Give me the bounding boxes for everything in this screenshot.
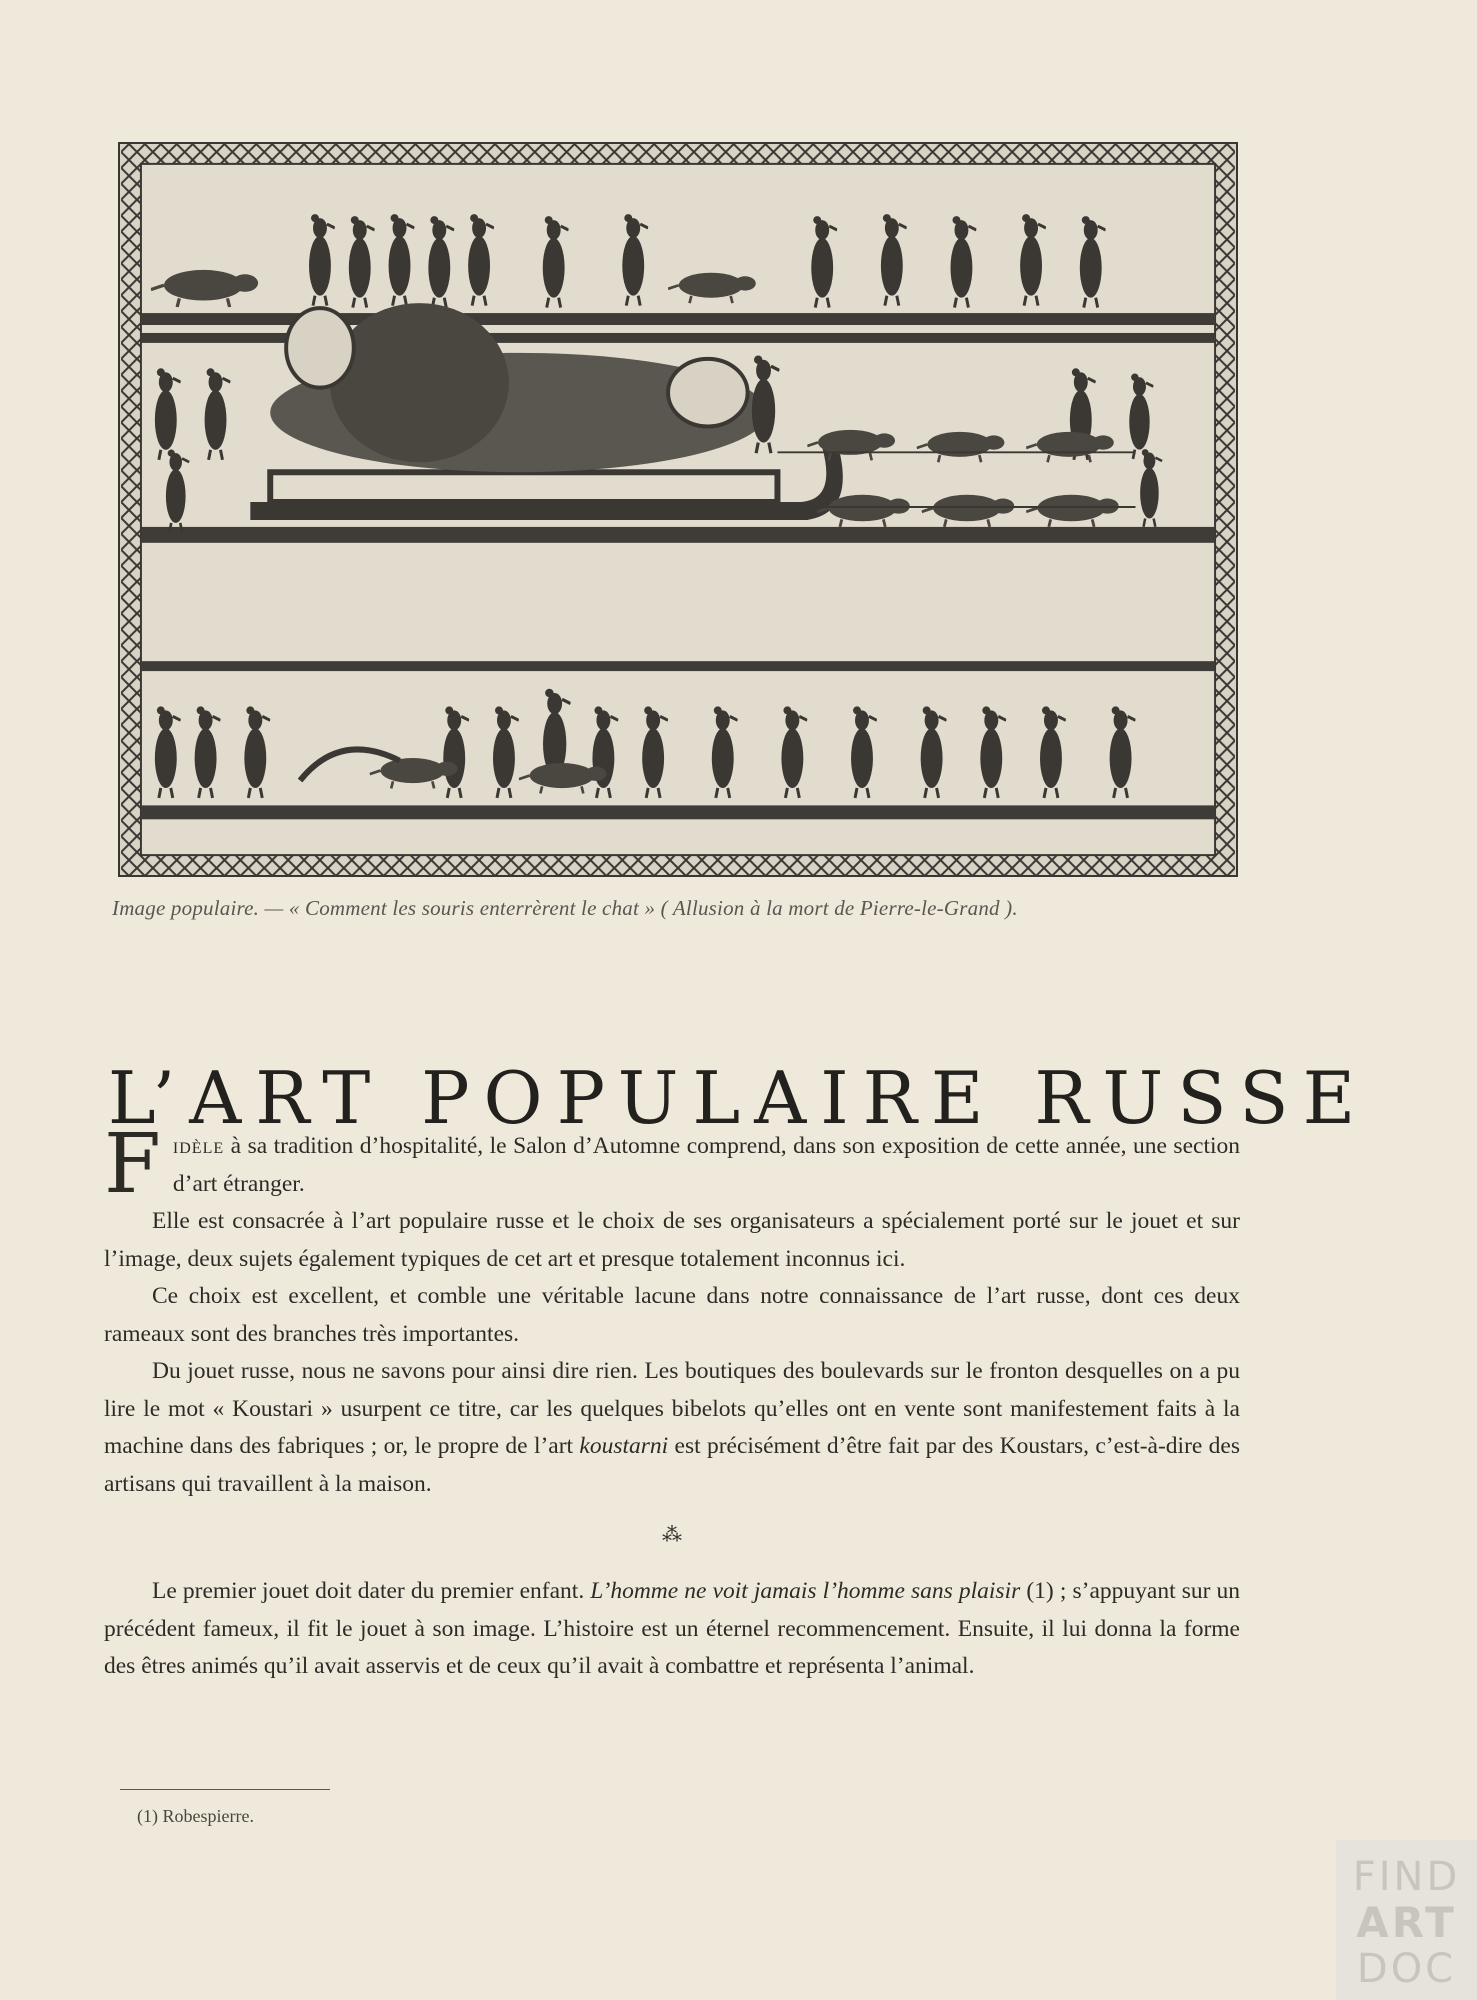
paragraph-3: Ce choix est excellent, et comble une véritable lacune dans notre connaissance de l’art russe, dont ces deux rameaux sont des branches très importantes.	[104, 1283, 1240, 1347]
footnote: (1) Robespierre.	[137, 1806, 254, 1826]
article-body	[104, 1117, 1241, 1686]
quotation-italic: L’homme ne voit jamais l’homme sans plaisir	[590, 1578, 1021, 1604]
caption-quote: « Comment les souris enterrèrent le chat »	[288, 896, 656, 920]
paragraph-1	[104, 1117, 1240, 1212]
article-title: L’ART POPULAIRE RUSSE	[107, 1056, 1370, 1141]
paragraph-1-text: à sa tradition d’hospitalité, le Salon d’Automne comprend, dans son exposition de cette année, une section d’art étranger.	[172, 1133, 1240, 1197]
paragraph-2: Elle est consacrée à l’art populaire russe et le choix de ses organisateurs a spécialement porté sur le jouet et sur l’image, deux sujets également typiques de cet art et presque totalement inconnus ici.	[104, 1208, 1240, 1272]
caption-note: ( Allusion à la mort de Pierre-le-Grand ).	[655, 896, 1018, 920]
caption-lead: Image populaire. —	[112, 896, 289, 920]
koustarni-term: koustarni	[579, 1433, 669, 1459]
watermark-line-3: DOC	[1356, 1946, 1457, 1992]
section-separator: ⁂	[662, 1524, 682, 1546]
paragraph-5-text-a: Le premier jouet doit dater du premier enfant.	[152, 1578, 591, 1604]
watermark-line-2: ART	[1356, 1898, 1457, 1947]
findartdoc-watermark	[1336, 1840, 1477, 2000]
paragraph-5-text-b: (1) ; s’appuyant sur un précédent fameux, il fit le jouet à son image. L’histoire est un éternel recommencement. Ensuite, il lui donna la forme des êtres animés qu’il avait asservis et de ceux qu’il avait à combattre et représenta l’animal.	[104, 1578, 1241, 1679]
footnote-rule	[120, 1789, 330, 1790]
watermark-line-1: FIND	[1352, 1854, 1461, 1900]
paragraph-4-text-b: est précisément d’être fait par des Koustars, c’est-à-dire des artisans qui travaillent à la maison.	[104, 1433, 1240, 1497]
drop-cap: F	[104, 1117, 161, 1212]
paragraph-4	[104, 1353, 1240, 1503]
woodcut-illustration	[118, 142, 1238, 877]
figure-caption	[112, 896, 1252, 921]
opening-word: idèle	[172, 1133, 225, 1159]
paragraph-4-text-a: Du jouet russe, nous ne savons pour ainsi dire rien. Les boutiques des boulevards sur le fronton desquelles on a pu lire le mot « Koustari » usurpent ce titre, car les quelques bibelots qu’elles ont en vente sont manifestement faits à la machine dans des fabriques ; or, le propre de l’art	[104, 1358, 1240, 1459]
paragraph-5	[104, 1573, 1240, 1686]
